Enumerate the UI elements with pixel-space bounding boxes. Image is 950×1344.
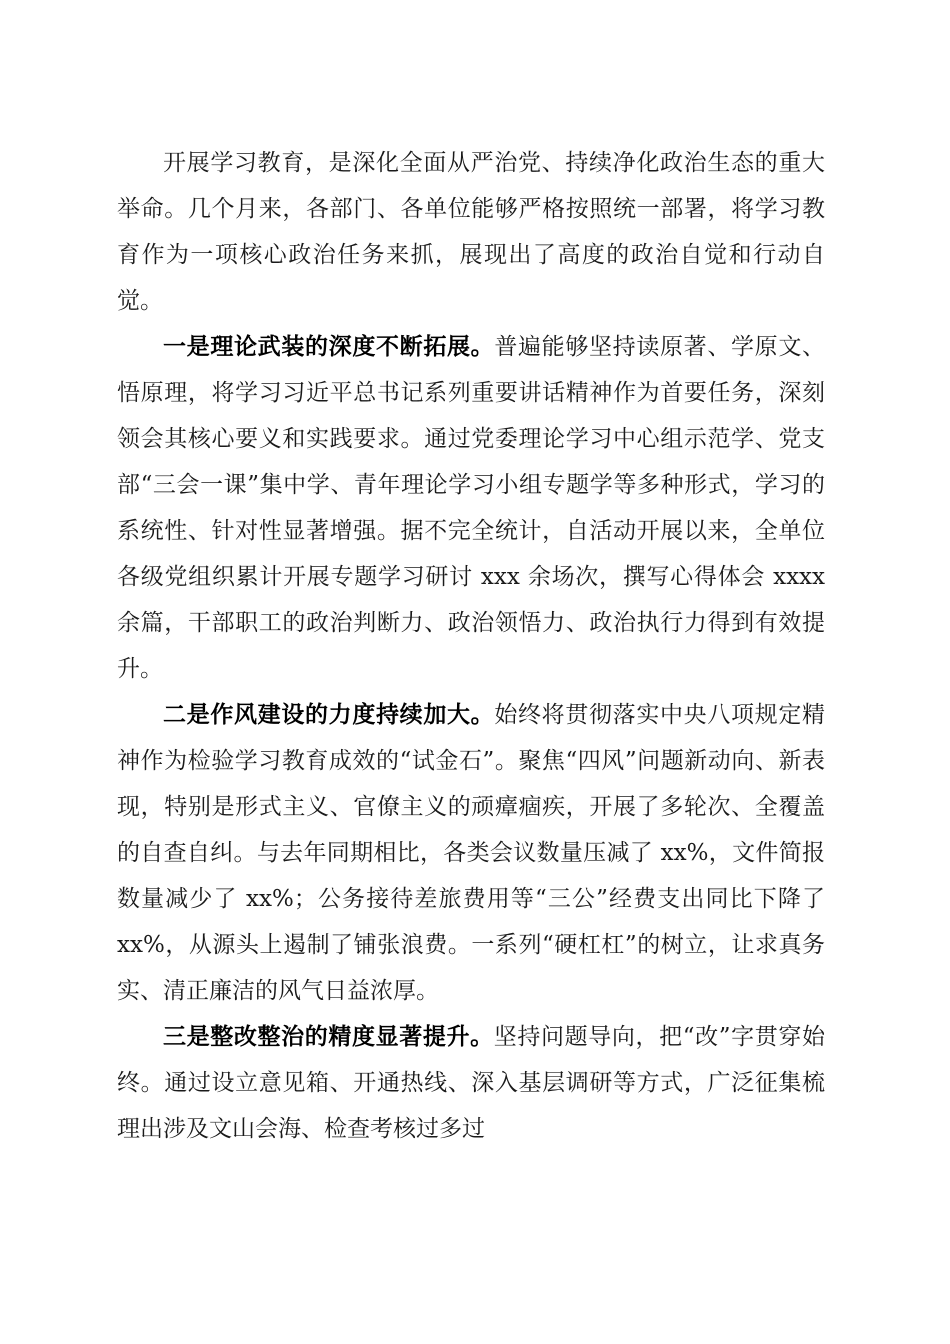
- paragraph-theory: [117, 324, 825, 692]
- paragraph-text: 始终将贯彻落实中央八项规定精神作为检验学习教育成效的“试金石”。聚焦“四风”问题新动向、新表现，特别是形式主义、官僚主义的顽瘴痼疾，开展了多轮次、全覆盖的自查自纠。与去年同期相比，各类会议数量压减了 xx%，文件简报数量减少了 xx%；公务接待差旅费用等“三公”经费支出同比下降了 xx%，从源头上遏制了铺张浪费。一系列“硬杠杠”的树立，让求真务实、清正廉洁的风气日益浓厚。: [117, 702, 826, 1004]
- paragraph-lead: 二是作风建设的力度持续加大。: [163, 701, 495, 728]
- paragraph-lead: 三是整改整治的精度显著提升。: [163, 1023, 494, 1050]
- paragraph-rectification: [117, 1014, 825, 1152]
- paragraph-intro: [117, 140, 825, 324]
- paragraph-text: 开展学习教育，是深化全面从严治党、持续净化政治生态的重大举命。几个月来，各部门、各单位能够严格按照统一部署，将学习教育作为一项核心政治任务来抓，展现出了高度的政治自觉和行动自觉。: [117, 150, 825, 314]
- paragraph-lead: 一是理论武装的深度不断拓展。: [163, 333, 495, 360]
- document-body: [117, 140, 825, 1152]
- paragraph-text: 普遍能够坚持读原著、学原文、悟原理，将学习习近平总书记系列重要讲话精神作为首要任务，深刻领会其核心要义和实践要求。通过党委理论学习中心组示范学、党支部“三会一课”集中学、青年理论学习小组专题学等多种形式，学习的系统性、针对性显著增强。据不完全统计，自活动开展以来，全单位各级党组织累计开展专题学习研讨 xxx 余场次，撰写心得体会 xxxx 余篇，干部职工的政治判断力、政治领悟力、政治执行力得到有效提升。: [117, 334, 826, 682]
- paragraph-text: 坚持问题导向，把“改”字贯穿始终。通过设立意见箱、开通热线、深入基层调研等方式，广泛征集梳理出涉及文山会海、检查考核过多过: [117, 1024, 825, 1142]
- paragraph-style: [117, 692, 825, 1014]
